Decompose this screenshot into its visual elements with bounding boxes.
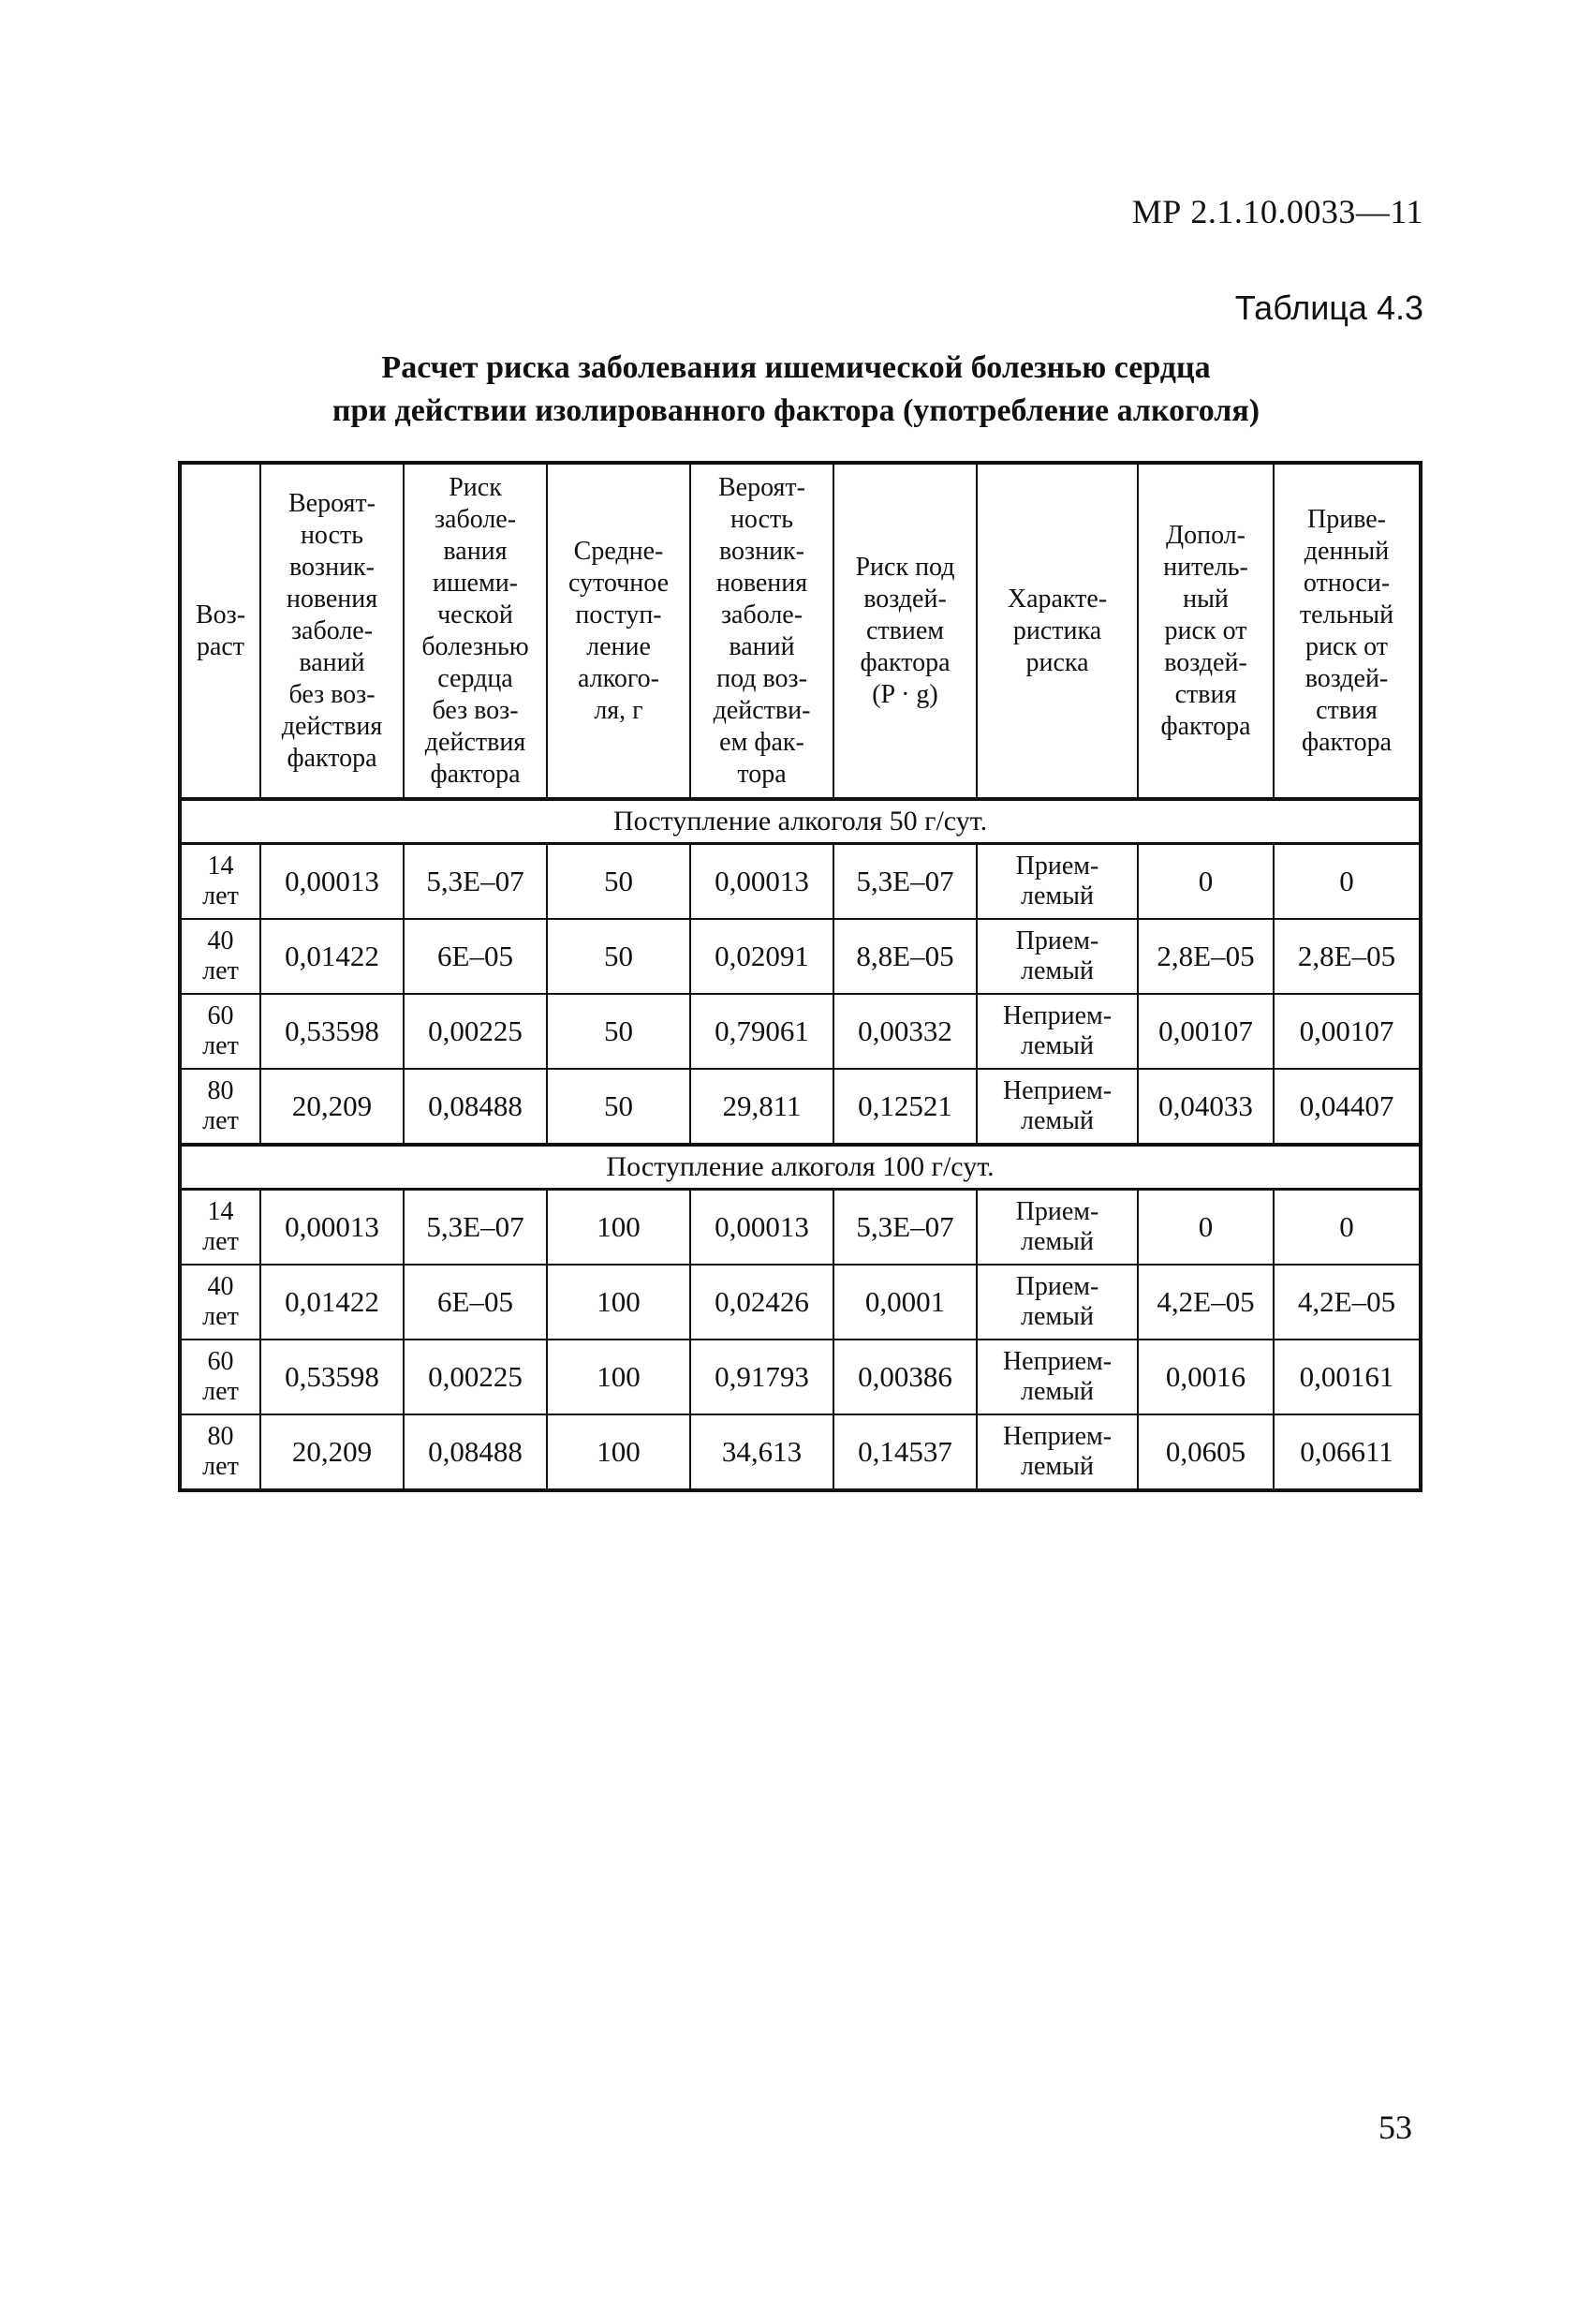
table-cell: 0,00013 (690, 844, 833, 920)
table-caption (178, 347, 1414, 433)
table-cell: 0,14537 (833, 1414, 977, 1490)
table-cell: 0,04033 (1138, 1069, 1274, 1145)
table-body (180, 799, 1421, 1490)
table-cell: 50 (547, 844, 690, 920)
table-row (180, 1190, 1421, 1266)
column-header: Вероят- ность возник- новения заболе- ваний без воз- действия фактора (260, 463, 404, 799)
column-header: Вероят- ность возник- новения заболе- ваний под воз- действи- ем фак- тора (690, 463, 833, 799)
column-header: Приве- денный относи- тельный риск от воздей- ствия фактора (1274, 463, 1421, 799)
table-cell: 2,8E–05 (1138, 919, 1274, 994)
table-label: Таблица 4.3 (1234, 289, 1423, 327)
age-cell: 60 лет (180, 1340, 260, 1414)
table-cell: 6E–05 (404, 1265, 547, 1340)
table-cell: 0 (1274, 844, 1421, 920)
table-cell: 0,0016 (1138, 1340, 1274, 1414)
table-cell: 0,06611 (1274, 1414, 1421, 1490)
table-cell: 2,8E–05 (1274, 919, 1421, 994)
table-cell: 0,00161 (1274, 1340, 1421, 1414)
column-header: Допол- нитель- ный риск от воздей- ствия фактора (1138, 463, 1274, 799)
table-cell: 0,02091 (690, 919, 833, 994)
table-cell: 0,00107 (1138, 994, 1274, 1069)
table-cell: 29,811 (690, 1069, 833, 1145)
table-cell: 34,613 (690, 1414, 833, 1490)
table-cell: 0,08488 (404, 1069, 547, 1145)
table-cell: 0,08488 (404, 1414, 547, 1490)
table-cell: 100 (547, 1340, 690, 1414)
section-title: Поступление алкоголя 100 г/сут. (180, 1145, 1421, 1190)
table-row (180, 994, 1421, 1069)
table-cell: 50 (547, 919, 690, 994)
table-cell: 6E–05 (404, 919, 547, 994)
table-cell: 0 (1138, 844, 1274, 920)
age-cell: 14 лет (180, 844, 260, 920)
table-cell: 0,0001 (833, 1265, 977, 1340)
table-cell: 0,00013 (690, 1190, 833, 1266)
table-cell: 0,00386 (833, 1340, 977, 1414)
table-cell: 0,79061 (690, 994, 833, 1069)
table-row (180, 844, 1421, 920)
table-cell: 0 (1138, 1190, 1274, 1266)
table-row (180, 1265, 1421, 1340)
table-cell: 0,00013 (260, 1190, 404, 1266)
table-row (180, 1414, 1421, 1490)
column-header: Риск заболе- вания ишеми- ческой болезнью сердца без воз- действия фактора (404, 463, 547, 799)
age-cell: 80 лет (180, 1414, 260, 1490)
table-cell: 20,209 (260, 1414, 404, 1490)
table-cell: 4,2E–05 (1274, 1265, 1421, 1340)
section-header-row (180, 799, 1421, 844)
risk-characteristic-cell: Неприем- лемый (977, 1340, 1138, 1414)
page-number: 53 (1378, 2109, 1412, 2146)
risk-characteristic-cell: Прием- лемый (977, 1190, 1138, 1266)
table-cell: 20,209 (260, 1069, 404, 1145)
table-cell: 50 (547, 1069, 690, 1145)
table-cell: 0,0605 (1138, 1414, 1274, 1490)
column-header: Риск под воздей- ствием фактора (P · g) (833, 463, 977, 799)
table-cell: 0,01422 (260, 1265, 404, 1340)
age-cell: 14 лет (180, 1190, 260, 1266)
table-row (180, 1340, 1421, 1414)
table-cell: 100 (547, 1265, 690, 1340)
table-cell: 100 (547, 1414, 690, 1490)
caption-line-1: Расчет риска заболевания ишемической болезнью сердца (381, 350, 1211, 385)
table-cell: 0 (1274, 1190, 1421, 1266)
table-cell: 0,01422 (260, 919, 404, 994)
column-header: Воз- раст (180, 463, 260, 799)
table-cell: 0,02426 (690, 1265, 833, 1340)
document-code: МР 2.1.10.0033—11 (1131, 193, 1423, 230)
table-cell: 4,2E–05 (1138, 1265, 1274, 1340)
age-cell: 60 лет (180, 994, 260, 1069)
table-cell: 50 (547, 994, 690, 1069)
table-row (180, 919, 1421, 994)
table-cell: 0,53598 (260, 1340, 404, 1414)
age-cell: 40 лет (180, 919, 260, 994)
table-cell: 5,3E–07 (404, 1190, 547, 1266)
age-cell: 80 лет (180, 1069, 260, 1145)
table-cell: 0,00332 (833, 994, 977, 1069)
table-cell: 0,00013 (260, 844, 404, 920)
caption-line-2: при действии изолированного фактора (употребление алкоголя) (332, 393, 1260, 428)
risk-characteristic-cell: Прием- лемый (977, 844, 1138, 920)
table-cell: 5,3E–07 (833, 1190, 977, 1266)
risk-table-container (178, 461, 1419, 1492)
table-cell: 5,3E–07 (833, 844, 977, 920)
section-header-row (180, 1145, 1421, 1190)
table-cell: 0,53598 (260, 994, 404, 1069)
risk-characteristic-cell: Неприем- лемый (977, 994, 1138, 1069)
table-cell: 8,8E–05 (833, 919, 977, 994)
table-cell: 0,12521 (833, 1069, 977, 1145)
risk-characteristic-cell: Неприем- лемый (977, 1069, 1138, 1145)
table-cell: 0,91793 (690, 1340, 833, 1414)
column-header: Средне- суточное поступ- ление алкого- ля, г (547, 463, 690, 799)
table-cell: 0,00107 (1274, 994, 1421, 1069)
section-title: Поступление алкоголя 50 г/сут. (180, 799, 1421, 844)
risk-characteristic-cell: Прием- лемый (977, 1265, 1138, 1340)
age-cell: 40 лет (180, 1265, 260, 1340)
table-header-row (180, 463, 1421, 799)
risk-characteristic-cell: Неприем- лемый (977, 1414, 1138, 1490)
risk-table (178, 461, 1422, 1492)
table-cell: 0,04407 (1274, 1069, 1421, 1145)
table-cell: 5,3E–07 (404, 844, 547, 920)
risk-characteristic-cell: Прием- лемый (977, 919, 1138, 994)
table-cell: 0,00225 (404, 994, 547, 1069)
table-cell: 100 (547, 1190, 690, 1266)
table-row (180, 1069, 1421, 1145)
table-cell: 0,00225 (404, 1340, 547, 1414)
column-header: Характе- ристика риска (977, 463, 1138, 799)
